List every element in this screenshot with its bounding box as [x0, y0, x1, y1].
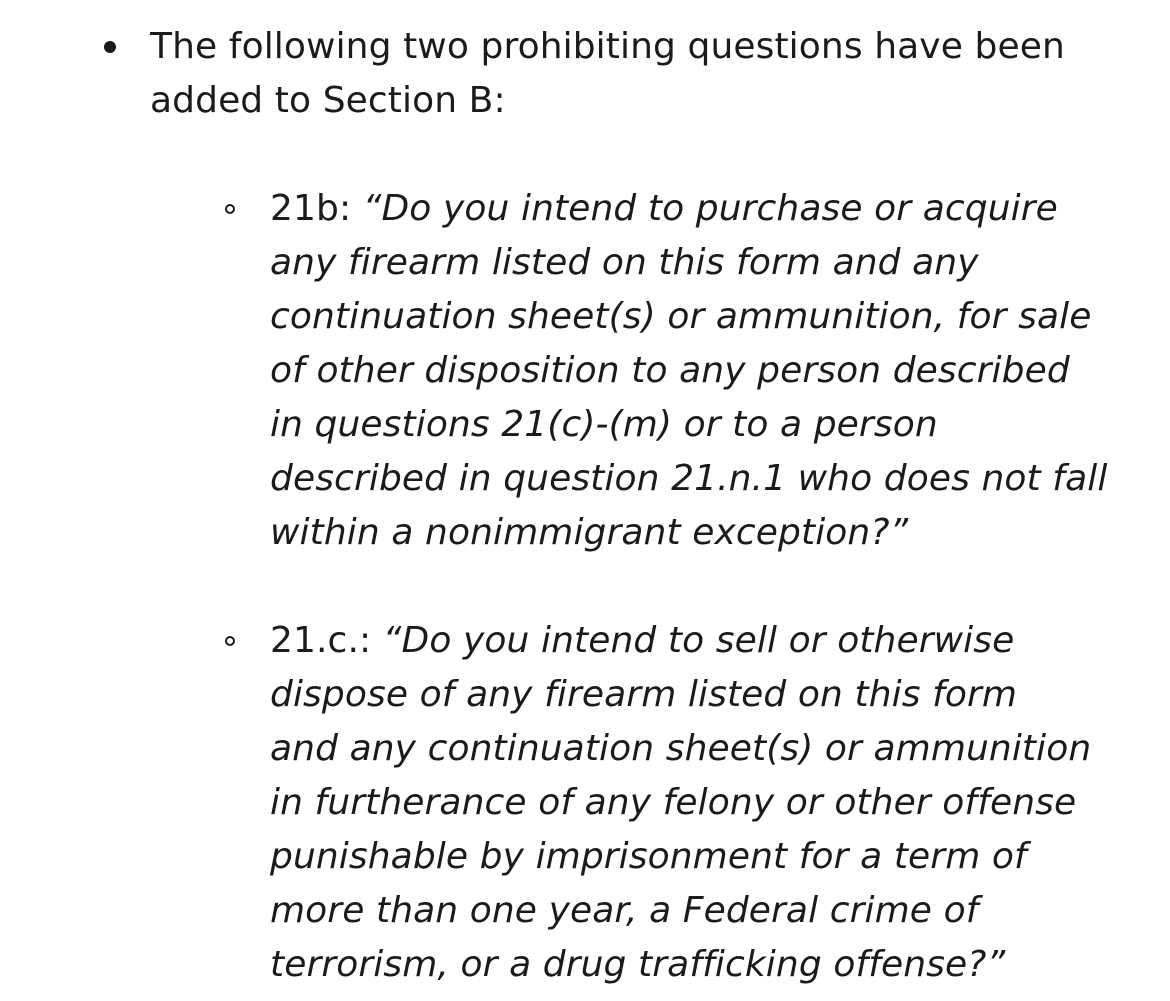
sub-bullet-circle-icon [225, 204, 235, 214]
sub-bullet-circle-icon [225, 636, 235, 646]
question-line [270, 614, 1150, 668]
question-text: “Do you intend to sell or otherwise [382, 620, 1015, 661]
question-label: 21.c.: [270, 620, 383, 661]
question-line: described in question 21.n.1 who does not fall [270, 458, 1108, 499]
question-line: and any continuation sheet(s) or ammunition [270, 728, 1092, 769]
question-line: within a nonimmigrant exception?” [270, 512, 909, 553]
question-line [270, 182, 1150, 236]
question-line: terrorism, or a drug trafficking offense?” [270, 944, 1006, 985]
bullet-disc-icon [104, 41, 116, 53]
intro-line: The following two prohibiting questions have been [150, 26, 1065, 67]
question-line: in furtherance of any felony or other offense [270, 782, 1077, 823]
bullet-item-intro [150, 20, 1140, 128]
question-line: punishable by imprisonment for a term of [270, 836, 1027, 877]
question-21c [270, 614, 1150, 992]
question-line: of other disposition to any person described [270, 350, 1070, 391]
question-line: continuation sheet(s) or ammunition, for sale [270, 296, 1092, 337]
question-21b [270, 182, 1150, 560]
question-line: dispose of any firearm listed on this form [270, 674, 1018, 715]
question-line: in questions 21(c)-(m) or to a person [270, 404, 938, 445]
question-label: 21b: [270, 188, 363, 229]
question-text: “Do you intend to purchase or acquire [362, 188, 1058, 229]
question-line: more than one year, a Federal crime of [270, 890, 979, 931]
intro-line: added to Section B: [150, 80, 506, 121]
question-line: any firearm listed on this form and any [270, 242, 979, 283]
